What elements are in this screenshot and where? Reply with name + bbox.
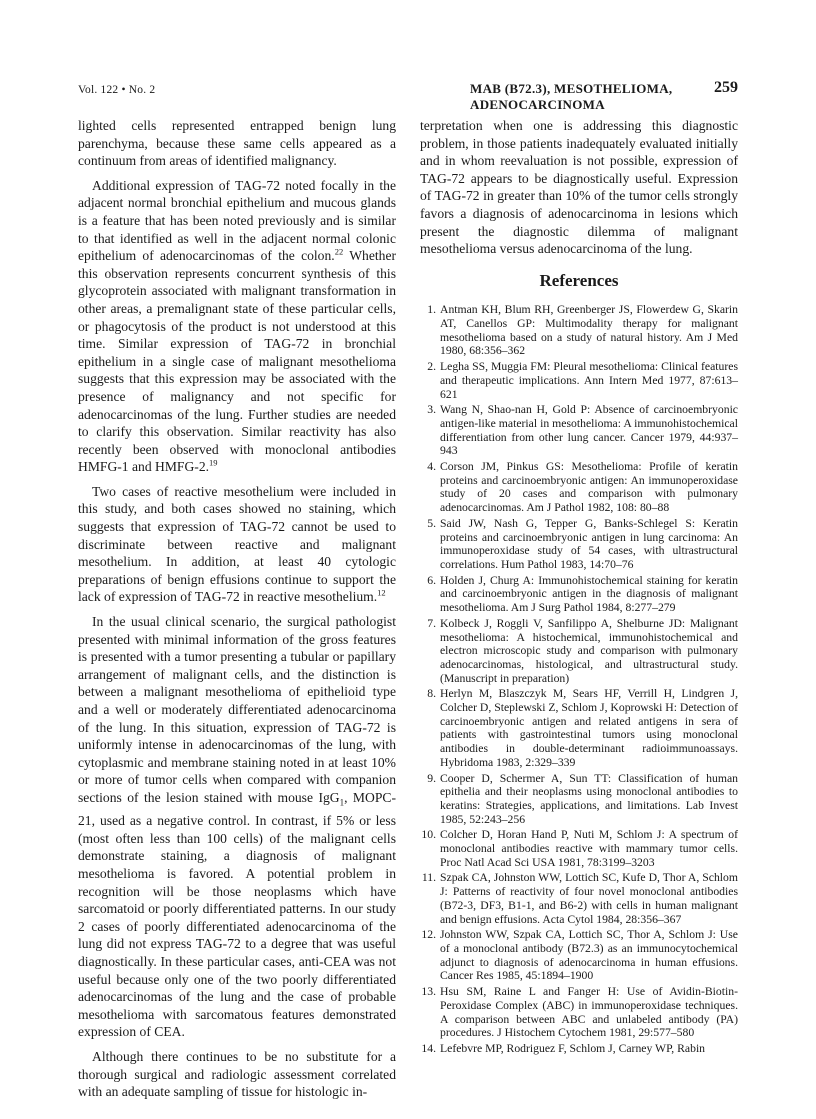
- reference-text: Szpak CA, Johnston WW, Lottich SC, Kufe D, Thor A, Schlom J: Patterns of reactivity of four novel monoclonal antibodies (B72-3, DF3, B1-1, and B6-2) with cells in human malignant and benign effusions. Acta Cytol 1984, 28:356–367: [440, 871, 738, 926]
- paragraph-text: , MOPC-21, used as a negative control. In contrast, if 5% or less (most often less than 100 cells) of the malignant cells demonstrate staining, a diagnosis of malignant mesothelioma is favored. A potential problem in recognition will be those neoplasms which have sarcomatoid or poorly differentiated patterns. In our study 2 cases of poorly differentiated adenocarcinoma of the lung did not express TAG-72 to a degree that was useful diagnostically. In these particular cases, anti-CEA was not useful because only one of the two poorly differentiated adenocarcinomas of the lung and the case of probable mesothelioma with sarcomatous features demonstrated expression of CEA.: [78, 789, 396, 1040]
- reference-item: [420, 403, 738, 458]
- paragraph-text: In the usual clinical scenario, the surgical pathologist presented with minimal information of the gross features is presented with a tumor presenting a tubular or papillary arrangement of malignant cells, and the distinction is between a malignant mesothelioma of epithelioid type and a well or moderately differentiated adenocarcinoma of the lung. In this situation, expression of TAG-72 is uniformly intense in adenocarcinomas of the lung, with cytoplasmic and membrane staining noted in at least 10% or more of tumor cells when compared with companion sections of the lesion stained with mouse IgG: [78, 614, 396, 805]
- reference-item: [420, 574, 738, 615]
- reference-number: 2.: [427, 360, 436, 374]
- reference-text: Herlyn M, Blaszczyk M, Sears HF, Verrill H, Lindgren J, Colcher D, Steplewski Z, Schlom J, Koprowski H: Detection of carcinoembryonic antigen and related antigens in sera of patients with gastrointestinal tumors using monoclonal antibodies in double-determinant radioimmunoassays. Hybridoma 1983, 2:329–339: [440, 687, 738, 769]
- reference-text: Legha SS, Muggia FM: Pleural mesothelioma: Clinical features and therapeutic implications. Ann Intern Med 1977, 87:613–621: [440, 360, 738, 401]
- reference-text: Said JW, Nash G, Tepper G, Banks-Schlegel S: Keratin proteins and carcinoembryonic antigen in lung carcinoma: An immunoperoxidase study of 54 cases, with ultrastructural correlations. Hum Pathol 1983, 14:70–76: [440, 516, 738, 571]
- page-number: 259: [714, 79, 738, 96]
- reference-number: 13.: [421, 985, 436, 999]
- citation-superscript: 19: [209, 457, 218, 468]
- running-title: MAB (B72.3), MESOTHELIOMA, ADENOCARCINOMA: [470, 81, 673, 112]
- reference-text: Antman KH, Blum RH, Greenberger JS, Flowerdew G, Skarin AT, Canellos GP: Multimodality therapy for malignant mesothelioma based on a study of natural history. Am J Med 1980, 68:356–362: [440, 303, 738, 358]
- reference-item: [420, 1042, 738, 1056]
- reference-text: Cooper D, Schermer A, Sun TT: Classification of human epithelia and their neoplasms using monoclonal antibodies to keratins: Strategies, applications, and limitations. Lab Invest 1985, 52:243–256: [440, 771, 738, 826]
- paragraph: [78, 483, 396, 606]
- paragraph-text: Additional expression of TAG-72 noted focally in the adjacent normal bronchial epithelium and mucous glands is a feature that has been noted previously and is similar to that identified as well in the adjacent normal colonic epithelium of adenocarcinomas of the colon.: [78, 177, 396, 264]
- reference-text: Lefebvre MP, Rodriguez F, Schlom J, Carney WP, Rabin: [440, 1041, 706, 1055]
- references-heading: References: [539, 270, 619, 290]
- citation-superscript: 12: [377, 587, 386, 598]
- reference-item: [420, 360, 738, 401]
- paragraph: [78, 177, 396, 476]
- paragraph-text: Two cases of reactive mesothelium were included in this study, and both cases showed no staining, which suggests that expression of TAG-72 cannot be used to discriminate between reactive and malignant mesothelium. In addition, at least 40 cytologic preparations of benign effusions continue to support the lack of expression of TAG-72 in reactive mesothelium.: [78, 483, 396, 605]
- reference-text: Holden J, Churg A: Immunohistochemical staining for keratin and carcinoembryonic antigen in the diagnosis of malignant mesothelioma. Am J Surg Pathol 1984, 8:277–279: [440, 573, 738, 615]
- reference-item: [420, 687, 738, 769]
- paragraph-text: Whether this observation represents concurrent synthesis of this glycoprotein associated with malignant transformation in other areas, a premalignant state of these particular cells, or phagocytosis of the product is not understood at this time. Similar expression of TAG-72 in bronchial epithelium in a single case of malignant mesothelioma suggests that this expression may be associated with the presence of malignancy and not specific for adenocarcinomas of the lung. Further studies are needed to clarify this observation. Similar reactivity has also recently been observed with monoclonal antibodies HMFG-1 and HMFG-2.: [78, 248, 397, 475]
- reference-item: [420, 617, 738, 686]
- reference-number: 8.: [427, 687, 436, 701]
- paragraph: lighted cells represented entrapped benign lung parenchyma, because these same cells appeared as a continuum from areas of identified malignancy.: [78, 118, 396, 169]
- paragraph: [78, 613, 396, 1041]
- reference-number: 14.: [421, 1041, 436, 1055]
- reference-number: 12.: [421, 928, 436, 942]
- subscript: 1: [339, 797, 345, 808]
- reference-item: [420, 985, 738, 1040]
- reference-text: Colcher D, Horan Hand P, Nuti M, Schlom J: A spectrum of monoclonal antibodies reactive with mammary tumor cells. Proc Natl Acad Sci USA 1981, 78:3199–3203: [440, 828, 738, 869]
- right-column: [420, 117, 738, 1058]
- reference-item: [420, 828, 738, 869]
- reference-number: 1.: [427, 303, 436, 317]
- reference-number: 10.: [421, 828, 436, 842]
- reference-text: Wang N, Shao-nan H, Gold P: Absence of carcinoembryonic antigen-like material in mesothelioma: A immunohistochemical differentiation from other lung cancer. Cancer 1979, 44:937–943: [440, 403, 738, 458]
- reference-item: [420, 772, 738, 827]
- reference-number: 9.: [427, 771, 436, 785]
- reference-text: Kolbeck J, Roggli V, Sanfilippo A, Shelburne JD: Malignant mesothelioma: A histochemical, immunohistochemical and electron microscopic study and comparison with pulmonary adenocarcinomas, histological, and ultrastructural study. (Manuscript in preparation): [440, 616, 738, 685]
- reference-item: [420, 303, 738, 358]
- paragraph: Although there continues to be no substitute for a thorough surgical and radiologic assessment correlated with an adequate sampling of tissue for histologic in-: [78, 1049, 396, 1100]
- reference-item: [420, 517, 738, 572]
- volume-issue: Vol. 122 • No. 2: [78, 84, 156, 96]
- reference-text: Johnston WW, Szpak CA, Lottich SC, Thor A, Schlom J: Use of a monoclonal antibody (B72.3) as an immunocytochemical adjunct to diagnosis of adenocarcinoma in human effusions. Cancer Res 1985, 45:1894–1900: [440, 928, 738, 983]
- reference-text: Corson JM, Pinkus GS: Mesothelioma: Profile of keratin proteins and carcinoembryonic antigen: An immunoperoxidase study of 20 cases and comparison with pulmonary adenocarcinomas. Am J Pathol 1982, 108: 80–88: [440, 460, 738, 515]
- left-column: [78, 117, 396, 1108]
- references-list: [420, 303, 738, 1055]
- paragraph: terpretation when one is addressing this diagnostic problem, in those patients inadequately evaluated initially and in whom reevaluation is not possible, expression of TAG-72 appears to be diagnostically useful. Expression of TAG-72 in greater than 10% of the tumor cells strongly favors a diagnosis of adenocarcinoma in lesions which present the diagnostic dilemma of malignant mesothelioma versus adenocarcinoma of the lung.: [420, 118, 738, 257]
- reference-number: 3.: [427, 403, 436, 417]
- reference-number: 6.: [427, 573, 436, 587]
- reference-number: 5.: [427, 516, 436, 530]
- reference-item: [420, 928, 738, 983]
- reference-item: [420, 460, 738, 515]
- reference-text: Hsu SM, Raine L and Fanger H: Use of Avidin-Biotin-Peroxidase Complex (ABC) in immunoperoxidase techniques. A comparison between ABC and unlabeled antibody (PA) procedures. J Histochem Cytochem 1981, 29:577–580: [440, 985, 738, 1040]
- reference-number: 11.: [421, 871, 436, 885]
- reference-number: 7.: [427, 616, 436, 630]
- citation-superscript: 22: [334, 246, 344, 257]
- reference-item: [420, 871, 738, 926]
- reference-number: 4.: [427, 460, 436, 474]
